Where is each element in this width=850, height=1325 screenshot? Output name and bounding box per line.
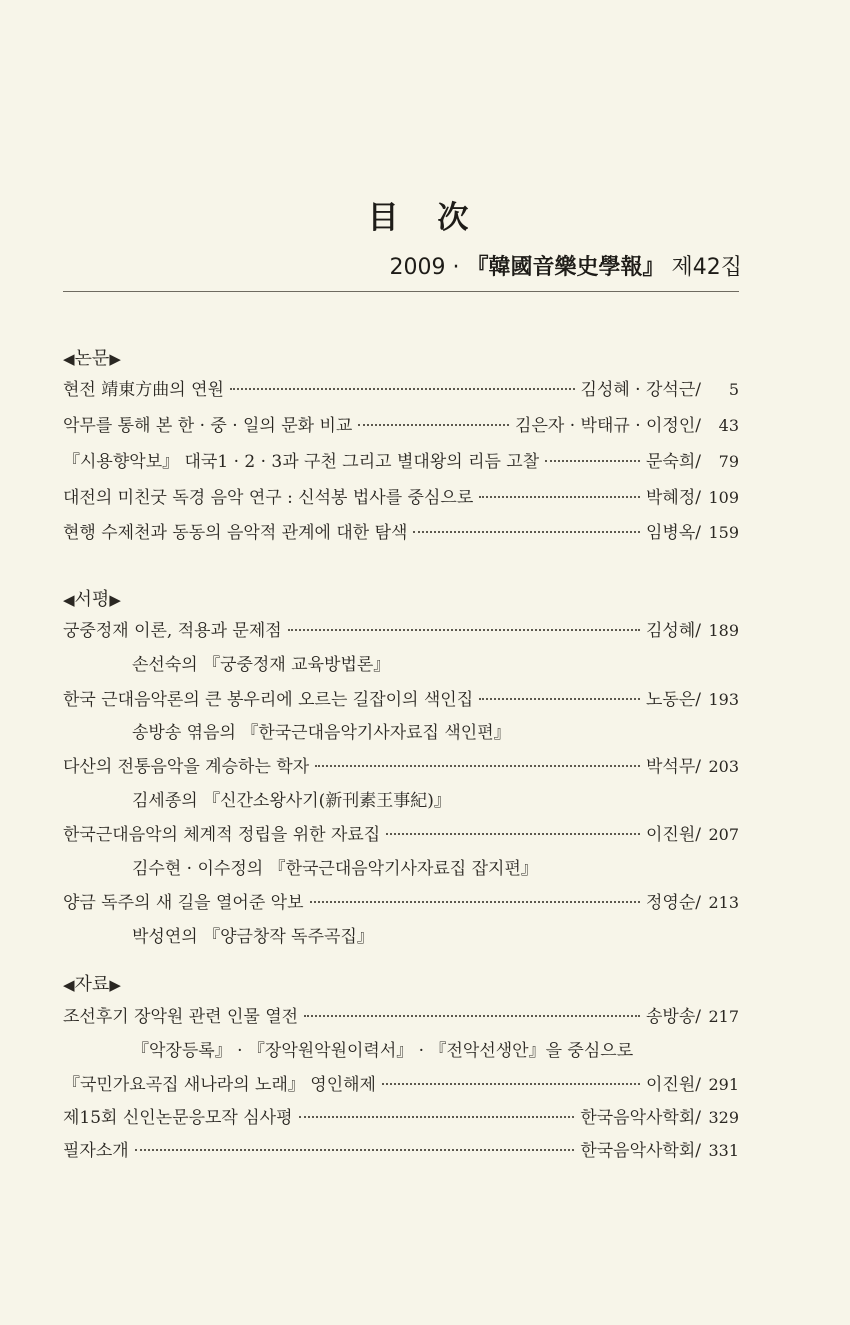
entry-page: 43 [718, 416, 739, 435]
dot-leader [230, 387, 575, 390]
toc-entry[interactable] [63, 752, 739, 778]
right-triangle-icon: ▶ [109, 591, 121, 609]
entry-title: 궁중정재 이론, 적용과 문제점 [63, 621, 282, 641]
dot-leader [315, 764, 640, 767]
entry-title: 악무를 통해 본 한 · 중 · 일의 문화 비교 [63, 416, 353, 436]
toc-entry[interactable] [63, 616, 739, 642]
entry-author: 김성혜/ [646, 621, 701, 641]
entry-title: 다산의 전통음악을 계승하는 학자 [63, 757, 310, 777]
entry-subtitle: 김수현 · 이수정의 『한국근대음악기사자료집 잡지편』 [132, 859, 538, 879]
left-triangle-icon: ◀ [63, 350, 75, 368]
entry-subtitle: 송방송 엮음의 『한국근대음악기사자료집 색인편』 [132, 723, 511, 743]
toc-entry[interactable] [63, 1070, 739, 1096]
toc-entry[interactable] [63, 888, 739, 914]
issue-subtitle [390, 250, 743, 281]
entry-author: 이진원/ [646, 1075, 701, 1095]
dot-leader [413, 530, 640, 533]
entry-author: 노동은/ [646, 690, 701, 710]
entry-title: 현전 靖東方曲의 연원 [63, 380, 224, 400]
dot-leader [382, 1082, 640, 1085]
entry-author: 박석무/ [646, 757, 701, 777]
journal-name: 『韓國音樂史學報』 [466, 255, 665, 280]
entry-title: 제15회 신인논문응모작 심사평 [63, 1108, 293, 1128]
toc-entry[interactable] [63, 1103, 739, 1129]
page-title: 目 次 [367, 200, 483, 236]
dot-leader [304, 1014, 640, 1017]
entry-author: 박혜정/ [646, 488, 701, 508]
toc-entry[interactable] [63, 518, 739, 544]
entry-page: 5 [728, 380, 739, 399]
dot-leader [299, 1115, 575, 1118]
dot-leader [479, 697, 640, 700]
section-heading-reviews [63, 585, 121, 611]
entry-title: 한국근대음악의 체계적 정립을 위한 자료집 [63, 825, 381, 845]
section-heading-materials [63, 970, 121, 996]
entry-subtitle: 박성연의 『양금창작 독주곡집』 [132, 927, 374, 947]
entry-page: 291 [708, 1075, 739, 1094]
right-triangle-icon: ▶ [109, 976, 121, 994]
toc-entry[interactable] [63, 1002, 739, 1028]
toc-entry[interactable] [63, 375, 739, 401]
entry-page: 189 [708, 621, 739, 640]
entry-title: 『시용향악보』 대국1 · 2 · 3과 구천 그리고 별대왕의 리듬 고찰 [63, 452, 540, 472]
entry-author: 정영순/ [646, 893, 701, 913]
toc-entry[interactable] [63, 483, 739, 509]
left-triangle-icon: ◀ [63, 976, 75, 994]
entry-title: 현행 수제천과 동동의 음악적 관계에 대한 탐색 [63, 523, 408, 543]
entry-page: 217 [708, 1007, 739, 1026]
entry-author: 문숙희/ [646, 452, 701, 472]
entry-page: 331 [708, 1141, 739, 1160]
entry-subtitle: 김세종의 『신간소왕사기(新刊素王事紀)』 [132, 791, 451, 811]
issue-number: 제42집 [671, 255, 742, 280]
entry-page: 203 [708, 757, 739, 776]
entry-page: 159 [708, 523, 739, 542]
toc-entry[interactable] [63, 820, 739, 846]
entry-page: 109 [708, 488, 739, 507]
left-triangle-icon: ◀ [63, 591, 75, 609]
toc-entry[interactable] [63, 685, 739, 711]
dot-leader [386, 832, 640, 835]
issue-year: 2009 · [389, 255, 460, 280]
dot-leader [479, 495, 640, 498]
entry-author: 김은자 · 박태규 · 이정인/ [515, 416, 701, 436]
entry-page: 213 [708, 893, 739, 912]
entry-page: 329 [708, 1108, 739, 1127]
entry-author: 한국음악사학회/ [580, 1141, 701, 1161]
right-triangle-icon: ▶ [109, 350, 121, 368]
toc-entry[interactable] [63, 447, 739, 473]
dot-leader [135, 1148, 575, 1151]
dot-leader [358, 423, 509, 426]
dot-leader [545, 459, 640, 462]
section-heading-papers [63, 344, 121, 370]
section-heading-label: 서평 [74, 589, 110, 610]
entry-page: 193 [708, 690, 739, 709]
entry-author: 이진원/ [646, 825, 701, 845]
entry-author: 김성혜 · 강석근/ [580, 380, 701, 400]
entry-title: 조선후기 장악원 관련 인물 열전 [63, 1007, 299, 1027]
entry-title: 『국민가요곡집 새나라의 노래』 영인해제 [63, 1075, 376, 1095]
toc-entry[interactable] [63, 411, 739, 437]
entry-title: 필자소개 [63, 1141, 129, 1161]
entry-subtitle: 손선숙의 『궁중정재 교육방법론』 [132, 655, 391, 675]
entry-title: 한국 근대음악론의 큰 봉우리에 오르는 길잡이의 색인집 [63, 690, 474, 710]
section-heading-label: 자료 [74, 974, 110, 995]
toc-entry[interactable] [63, 1136, 739, 1162]
entry-page: 207 [708, 825, 739, 844]
entry-author: 한국음악사학회/ [580, 1108, 701, 1128]
entry-author: 임병옥/ [646, 523, 701, 543]
entry-title: 양금 독주의 새 길을 열어준 악보 [63, 893, 304, 913]
entry-subtitle: 『악장등록』 · 『장악원악원이력서』 · 『전악선생안』을 중심으로 [132, 1041, 634, 1061]
entry-page: 79 [718, 452, 739, 471]
dot-leader [310, 900, 640, 903]
entry-title: 대전의 미친굿 독경 음악 연구 : 신석봉 법사를 중심으로 [63, 488, 474, 508]
section-heading-label: 논문 [74, 348, 110, 369]
dot-leader [288, 628, 640, 631]
header-divider [63, 291, 739, 292]
entry-author: 송방송/ [646, 1007, 701, 1027]
